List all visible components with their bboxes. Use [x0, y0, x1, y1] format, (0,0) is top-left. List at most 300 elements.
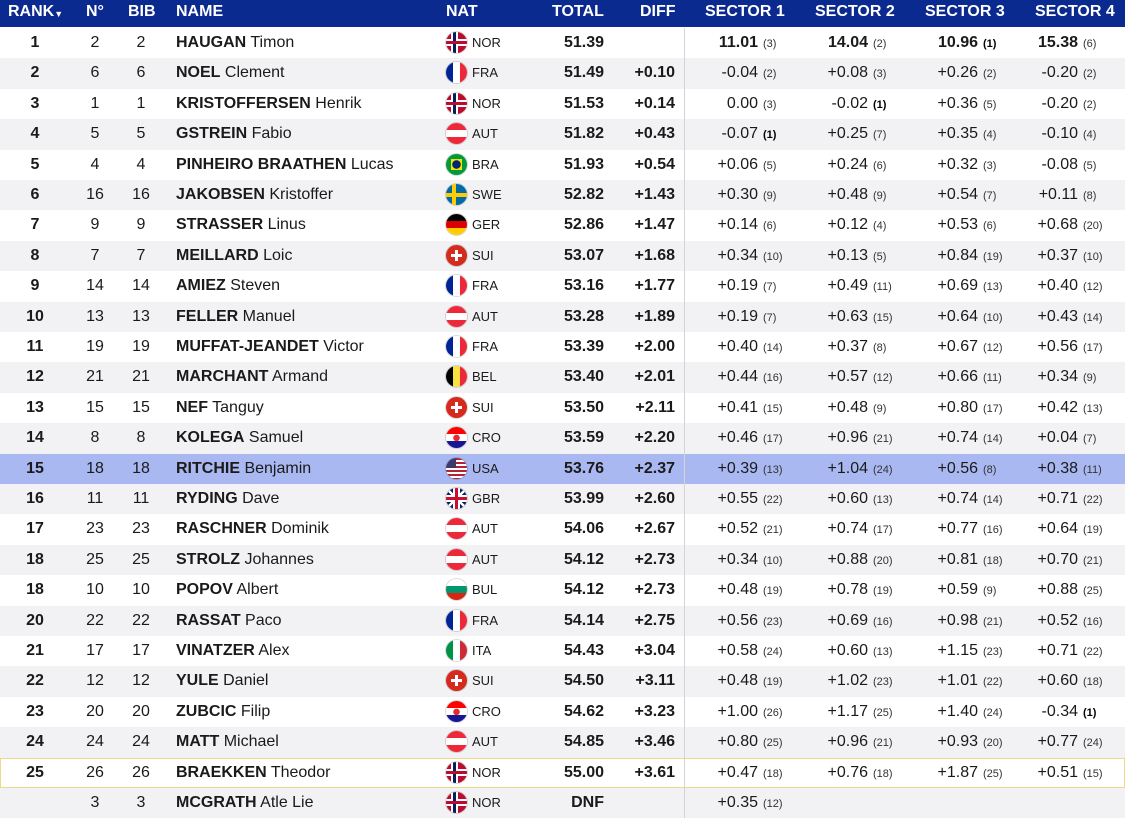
bib-cell: 24 [132, 733, 150, 751]
column-header-nat[interactable]: NAT [446, 3, 478, 20]
sector-2-time: -0.02 [831, 94, 868, 112]
sector-3-rank: (4) [983, 129, 997, 142]
athlete-last-name: NOEL [176, 64, 221, 82]
sector-4-cell [1020, 514, 1120, 544]
athlete-name-link[interactable] [176, 606, 438, 636]
sector-2-time: +0.60 [827, 642, 868, 659]
nation-code: SWE [472, 187, 502, 202]
nation-code: NOR [472, 764, 501, 780]
column-divider [684, 210, 685, 240]
column-header-total[interactable]: TOTAL [552, 3, 604, 20]
sector-4-time: +0.70 [1037, 550, 1078, 568]
sector-1-time: +0.19 [717, 277, 758, 295]
table-row[interactable] [0, 606, 1125, 636]
sector-1-rank: (21) [763, 524, 783, 537]
nation-code: SUI [472, 399, 494, 415]
sector-4-rank: (2) [1083, 98, 1097, 111]
sector-2-time: +0.08 [827, 64, 868, 82]
bib-cell: 11 [132, 490, 150, 507]
sector-4-cell [1020, 180, 1120, 210]
rank-cell: 24 [26, 733, 44, 751]
sector-1-time: +0.34 [717, 246, 758, 264]
athlete-name-link[interactable] [176, 393, 438, 423]
total-time-cell: 53.76 [563, 459, 604, 477]
start-number-cell: 24 [86, 733, 104, 751]
flag-gbr-icon [446, 488, 467, 509]
total-time-cell: 53.16 [563, 277, 604, 295]
sector-4-time: +0.64 [1037, 520, 1078, 538]
athlete-last-name: RASSAT [176, 611, 241, 629]
sector-4-cell [1020, 89, 1120, 119]
sector-4-time: -0.20 [1041, 94, 1078, 112]
table-row[interactable] [0, 393, 1125, 423]
sector-3-rank: (24) [983, 706, 1003, 719]
sector-2-rank: (7) [873, 129, 887, 142]
start-number-cell: 4 [90, 155, 100, 173]
column-divider [684, 362, 685, 392]
bib-cell: 19 [132, 338, 150, 355]
sector-4-rank: (22) [1083, 646, 1103, 658]
rank-cell: 12 [26, 368, 44, 386]
sector-4-time: 15.38 [1037, 34, 1078, 51]
start-number-cell: 2 [90, 34, 100, 51]
column-divider [684, 666, 685, 696]
athlete-first-name: Johannes [244, 550, 314, 568]
athlete-last-name: RYDING [176, 490, 238, 507]
diff-cell: +2.37 [634, 459, 675, 477]
flag-aut-icon [446, 123, 467, 144]
flag-ger-icon [446, 214, 467, 235]
table-row[interactable] [0, 697, 1125, 727]
bib-cell: 16 [132, 186, 150, 203]
total-time-cell: 54.43 [563, 642, 604, 659]
column-divider [684, 788, 685, 818]
athlete-name-link[interactable] [176, 58, 438, 88]
sector-2-cell [810, 606, 910, 636]
sector-4-time: +0.37 [1037, 246, 1078, 264]
flag-sui-icon [446, 397, 467, 418]
diff-cell: +2.73 [634, 581, 675, 599]
bib-cell: 7 [136, 246, 146, 264]
rank-cell: 20 [26, 611, 44, 629]
athlete-name-link[interactable] [176, 271, 438, 301]
athlete-first-name: Dave [242, 490, 280, 507]
sector-3-time: +0.67 [937, 338, 978, 355]
sector-3-rank: (17) [983, 402, 1003, 415]
sector-1-time: +0.56 [717, 611, 758, 629]
athlete-first-name: Benjamin [244, 459, 312, 477]
table-row[interactable] [0, 575, 1125, 605]
total-time-cell: 53.50 [563, 398, 604, 416]
sector-2-rank: (2) [873, 38, 887, 50]
athlete-name-link[interactable] [176, 636, 438, 666]
athlete-name-link[interactable] [176, 180, 438, 210]
sector-2-cell [810, 727, 910, 757]
table-row[interactable] [0, 423, 1125, 453]
sector-1-rank: (10) [763, 250, 783, 263]
sector-2-cell [810, 150, 910, 180]
sector-1-cell [700, 697, 800, 727]
column-divider [684, 28, 685, 58]
total-time-cell: 55.00 [563, 763, 604, 781]
start-number-cell: 20 [86, 702, 104, 720]
sector-2-time: 14.04 [827, 34, 868, 51]
rank-cell: 1 [30, 34, 40, 51]
sector-3-rank: (13) [983, 281, 1003, 294]
table-row[interactable] [0, 454, 1125, 484]
sector-3-time: +0.32 [937, 155, 978, 173]
sector-3-rank: (18) [983, 554, 1003, 567]
sector-2-time: +1.04 [827, 459, 868, 477]
sector-4-cell [1020, 666, 1120, 696]
sector-2-time: +0.74 [827, 520, 868, 538]
sector-1-time: +0.44 [717, 368, 758, 386]
table-row[interactable] [0, 788, 1125, 818]
sector-1-time: +0.52 [717, 520, 758, 538]
sector-3-cell [920, 545, 1020, 575]
sector-3-cell [920, 788, 1020, 818]
nation-code: AUT [472, 551, 498, 567]
sector-3-time: +1.87 [937, 763, 978, 781]
sector-2-rank: (9) [873, 190, 887, 202]
sector-4-time: +0.34 [1037, 368, 1078, 386]
athlete-last-name: MARCHANT [176, 368, 269, 386]
nation-cell [446, 697, 526, 727]
sector-1-cell [700, 758, 800, 788]
nation-code: SUI [472, 673, 494, 689]
sector-2-time: +0.48 [827, 398, 868, 416]
bib-cell: 25 [132, 550, 150, 568]
nation-code: FRA [472, 339, 498, 354]
sector-3-rank: (6) [983, 220, 997, 233]
sector-4-cell [1020, 241, 1120, 271]
flag-fra-icon [446, 275, 467, 296]
sector-3-time: +0.69 [937, 277, 978, 295]
table-row[interactable] [0, 150, 1125, 180]
sector-3-time: +1.15 [937, 642, 978, 659]
column-header-diff[interactable]: DIFF [640, 3, 676, 20]
total-time-cell: 53.07 [563, 246, 604, 264]
sector-4-time: +0.71 [1037, 642, 1078, 659]
table-row[interactable] [0, 180, 1125, 210]
table-row[interactable] [0, 636, 1125, 666]
start-number-cell: 13 [86, 307, 104, 325]
table-row[interactable] [0, 362, 1125, 392]
athlete-first-name: Filip [240, 702, 271, 720]
sector-4-rank: (21) [1083, 554, 1103, 567]
sector-4-time: +0.51 [1037, 763, 1078, 781]
sector-2-rank: (16) [873, 615, 893, 628]
column-divider [684, 697, 685, 727]
flag-cro-icon [446, 427, 467, 448]
sector-1-cell [700, 362, 800, 392]
athlete-name-link[interactable] [176, 788, 438, 818]
sector-1-cell [700, 636, 800, 666]
table-header [0, 0, 1125, 27]
sector-1-time: +0.35 [717, 794, 758, 811]
sector-4-cell [1020, 727, 1120, 757]
sector-4-time: +0.68 [1037, 216, 1078, 234]
sector-2-rank: (8) [873, 342, 887, 354]
sector-2-time: +0.96 [827, 733, 868, 751]
sector-3-rank: (11) [983, 372, 1002, 385]
athlete-last-name: MCGRATH [176, 794, 257, 811]
sector-4-time: +0.11 [1038, 186, 1078, 203]
column-header-sector-2[interactable]: SECTOR 2 [815, 3, 895, 20]
athlete-name-link[interactable] [176, 545, 438, 575]
sector-2-cell [810, 119, 910, 149]
sector-1-rank: (17) [763, 433, 783, 446]
sector-4-time: +0.42 [1037, 398, 1078, 416]
column-header-no[interactable]: N° [86, 3, 104, 20]
sector-4-rank: (6) [1083, 38, 1097, 50]
nation-code: NOR [472, 795, 501, 810]
sector-3-rank: (7) [983, 190, 997, 202]
rank-cell: 9 [30, 277, 40, 295]
flag-aut-icon [446, 518, 467, 539]
sector-3-rank: (20) [983, 737, 1003, 750]
column-divider [684, 454, 685, 484]
diff-cell: +2.01 [634, 368, 675, 386]
sector-1-cell [700, 58, 800, 88]
athlete-name-link[interactable] [176, 210, 438, 240]
athlete-last-name: NEF [176, 398, 208, 416]
athlete-first-name: Kristoffer [269, 186, 334, 203]
nation-cell [446, 271, 526, 301]
table-row[interactable] [0, 58, 1125, 88]
flag-aut-icon [446, 306, 467, 327]
sector-1-rank: (14) [763, 342, 783, 354]
athlete-name-link[interactable] [176, 241, 438, 271]
sector-1-rank: (5) [763, 159, 777, 172]
athlete-name-link[interactable] [176, 302, 438, 332]
sector-3-cell [920, 362, 1020, 392]
athlete-last-name: MATT [176, 733, 220, 751]
table-row[interactable] [0, 332, 1125, 362]
sector-4-cell [1020, 606, 1120, 636]
sector-4-rank: (7) [1083, 433, 1097, 446]
sector-2-time: +0.60 [827, 490, 868, 507]
sector-2-cell [810, 514, 910, 544]
sector-3-cell [920, 180, 1020, 210]
sector-1-rank: (15) [763, 402, 783, 415]
athlete-name-link[interactable] [176, 575, 438, 605]
sort-desc-icon[interactable]: ▼ [54, 9, 64, 19]
column-divider [684, 393, 685, 423]
table-row[interactable] [0, 89, 1125, 119]
athlete-first-name: Samuel [248, 429, 304, 447]
sector-4-rank: (15) [1083, 767, 1103, 780]
table-row[interactable] [0, 302, 1125, 332]
nation-code: AUT [472, 734, 498, 750]
sector-2-cell [810, 423, 910, 453]
sector-3-rank: (14) [983, 494, 1003, 506]
diff-cell: +2.00 [634, 338, 675, 355]
start-number-cell: 21 [86, 368, 104, 386]
athlete-name-link[interactable] [176, 28, 438, 58]
sector-4-rank: (16) [1083, 615, 1103, 628]
sector-2-cell [810, 332, 910, 362]
bib-cell: 5 [136, 125, 146, 143]
diff-cell: +0.54 [634, 155, 675, 173]
sector-1-cell [700, 302, 800, 332]
sector-2-cell [810, 241, 910, 271]
bib-cell: 3 [136, 794, 146, 811]
athlete-first-name: Dominik [271, 520, 329, 538]
sector-4-time: +0.77 [1037, 733, 1078, 751]
table-row[interactable] [0, 545, 1125, 575]
column-divider [684, 180, 685, 210]
sector-2-rank: (21) [873, 737, 893, 750]
nation-cell [446, 636, 526, 666]
athlete-name-link[interactable] [176, 484, 438, 514]
total-time-cell: 54.06 [563, 520, 604, 538]
sector-4-rank: (25) [1083, 585, 1103, 598]
start-number-cell: 3 [90, 794, 100, 811]
athlete-name-link[interactable] [176, 119, 438, 149]
athlete-name-link[interactable] [176, 727, 438, 757]
sector-3-cell [920, 727, 1020, 757]
rank-cell: 18 [26, 550, 44, 568]
column-header-rank-label: RANK [8, 3, 55, 20]
athlete-first-name: Loic [263, 246, 293, 264]
sector-3-cell [920, 241, 1020, 271]
table-row[interactable] [0, 28, 1125, 58]
sector-2-time: +0.57 [827, 368, 868, 386]
sector-2-rank: (17) [873, 524, 893, 537]
athlete-name-link[interactable] [176, 423, 438, 453]
sector-2-rank: (13) [873, 494, 893, 506]
sector-2-cell [810, 758, 910, 788]
table-row[interactable] [0, 119, 1125, 149]
start-number-cell: 7 [90, 246, 100, 264]
total-time-cell: 51.39 [563, 34, 604, 51]
column-header-rank[interactable] [8, 0, 63, 27]
sector-3-time: +0.59 [937, 581, 978, 599]
flag-bul-icon [446, 579, 467, 600]
nation-code: CRO [472, 430, 501, 446]
sector-1-cell [700, 454, 800, 484]
sector-3-cell [920, 484, 1020, 514]
nation-cell [446, 788, 526, 818]
sector-1-time: -0.07 [721, 125, 758, 143]
athlete-last-name: MUFFAT-JEANDET [176, 338, 319, 355]
column-header-bib[interactable]: BIB [128, 3, 156, 20]
total-time-cell: 54.85 [563, 733, 604, 751]
sector-3-rank: (2) [983, 68, 997, 81]
table-row[interactable] [0, 210, 1125, 240]
sector-1-rank: (12) [763, 798, 783, 810]
sector-4-time: -0.20 [1041, 64, 1078, 82]
athlete-last-name: BRAEKKEN [176, 763, 267, 781]
sector-4-rank: (19) [1083, 524, 1103, 537]
total-time-cell: 51.53 [563, 94, 604, 112]
sector-2-rank: (24) [873, 463, 893, 476]
sector-1-cell [700, 180, 800, 210]
sector-2-time: +0.88 [827, 550, 868, 568]
column-header-sector-4[interactable]: SECTOR 4 [1035, 3, 1115, 20]
bib-cell: 23 [132, 520, 150, 538]
diff-cell: +2.75 [634, 611, 675, 629]
sector-1-rank: (7) [763, 311, 777, 324]
athlete-name-link[interactable] [176, 697, 438, 727]
athlete-name-link[interactable] [176, 666, 438, 696]
column-header-name[interactable]: NAME [176, 3, 224, 20]
sector-3-time: +0.84 [937, 246, 978, 264]
flag-fra-icon [446, 610, 467, 631]
sector-4-cell [1020, 697, 1120, 727]
table-row[interactable] [0, 514, 1125, 544]
athlete-name-link[interactable] [176, 514, 438, 544]
start-number-cell: 1 [90, 94, 100, 112]
start-number-cell: 25 [86, 550, 104, 568]
athlete-last-name: JAKOBSEN [176, 186, 265, 203]
start-number-cell: 11 [86, 490, 104, 507]
sector-4-rank: (4) [1083, 129, 1097, 142]
nation-code: BRA [472, 156, 499, 172]
bib-cell: 14 [132, 277, 150, 295]
bib-cell: 6 [136, 64, 146, 82]
sector-3-cell [920, 423, 1020, 453]
table-row[interactable] [0, 758, 1125, 788]
sector-3-time: +0.77 [937, 520, 978, 538]
rank-cell: 22 [26, 672, 44, 690]
sector-3-time: +0.36 [937, 94, 978, 112]
rank-cell: 8 [30, 246, 40, 264]
total-time-cell: 52.82 [563, 186, 604, 203]
table-row[interactable] [0, 727, 1125, 757]
athlete-name-link[interactable] [176, 454, 438, 484]
table-row[interactable] [0, 241, 1125, 271]
flag-ita-icon [446, 640, 467, 661]
sector-2-time: +0.13 [827, 246, 868, 264]
sector-3-cell [920, 454, 1020, 484]
sector-1-rank: (24) [763, 646, 783, 658]
rank-cell: 5 [30, 155, 40, 173]
column-divider [684, 241, 685, 271]
bib-cell: 8 [136, 429, 146, 447]
start-number-cell: 22 [86, 611, 104, 629]
total-time-cell: DNF [571, 794, 604, 811]
sector-2-rank: (5) [873, 250, 887, 263]
table-row[interactable] [0, 271, 1125, 301]
athlete-name-link[interactable] [176, 332, 438, 362]
nation-cell [446, 332, 526, 362]
sector-1-rank: (3) [763, 98, 777, 111]
sector-2-rank: (25) [873, 706, 893, 719]
diff-cell [604, 28, 675, 58]
rank-cell: 15 [26, 459, 44, 477]
sector-2-rank: (9) [873, 402, 887, 415]
sector-2-cell [810, 28, 910, 58]
athlete-name-link[interactable] [176, 150, 438, 180]
sector-1-cell [700, 271, 800, 301]
sector-1-rank: (19) [763, 585, 783, 598]
athlete-name-link[interactable] [176, 758, 438, 788]
sector-1-cell [700, 514, 800, 544]
sector-1-time: +0.47 [717, 763, 758, 781]
table-row[interactable] [0, 666, 1125, 696]
athlete-name-link[interactable] [176, 362, 438, 392]
sector-4-cell [1020, 150, 1120, 180]
table-row[interactable] [0, 484, 1125, 514]
athlete-name-link[interactable] [176, 89, 438, 119]
sector-1-cell [700, 150, 800, 180]
column-header-sector-3[interactable]: SECTOR 3 [925, 3, 1005, 20]
sector-1-cell [700, 241, 800, 271]
sector-3-cell [920, 119, 1020, 149]
column-header-sector-1[interactable]: SECTOR 1 [705, 3, 785, 20]
